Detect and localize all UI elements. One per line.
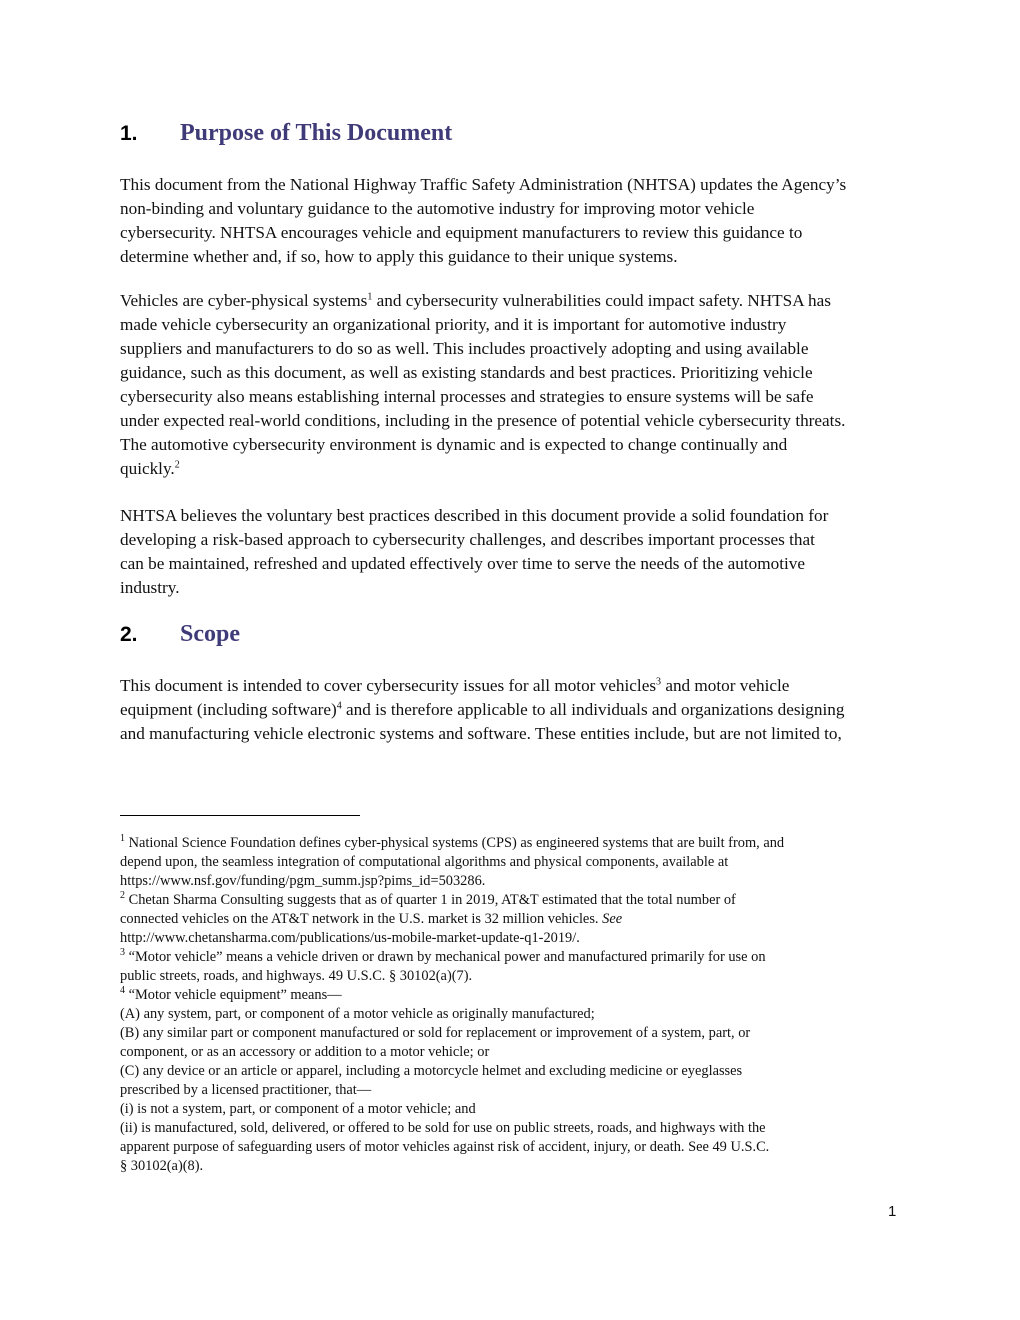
footnote-3-marker: 3 xyxy=(120,947,125,959)
footnote-4-line: component, or as an accessory or addition to a motor vehicle; or xyxy=(120,1044,490,1060)
text-segment: quickly. xyxy=(120,459,175,478)
footnote-4-line: (B) any similar part or component manufactured or sold for replacement or improvement of a system, part, or xyxy=(120,1025,751,1041)
text-segment: Chetan Sharma Consulting suggests that as of quarter 1 in 2019, AT&T estimated that the total number of xyxy=(125,892,736,908)
footnote-ref-1[interactable]: 1 xyxy=(367,291,373,303)
text-segment: and motor vehicle xyxy=(661,676,790,695)
text-line: cybersecurity also means establishing internal processes and strategies to ensure systems will be safe xyxy=(120,387,814,406)
footnote-4-line xyxy=(120,986,910,1005)
text-segment: National Science Foundation defines cyber-physical systems (CPS) as engineered systems that are built from, and xyxy=(125,835,785,851)
footnote-ref-3[interactable]: 3 xyxy=(656,676,662,688)
text-line: under expected real-world conditions, including in the presence of potential vehicle cybersecurity threats. xyxy=(120,411,846,430)
text-line: made vehicle cybersecurity an organizational priority, and it is important for automotive industry xyxy=(120,315,787,334)
text-line: The automotive cybersecurity environment is dynamic and is expected to change continually and xyxy=(120,435,788,454)
footnote-1-line xyxy=(120,834,910,853)
footnote-4-line: (A) any system, part, or component of a motor vehicle as originally manufactured; xyxy=(120,1006,595,1022)
section-2-title: Scope xyxy=(180,621,240,647)
text-line: non-binding and voluntary guidance to the automotive industry for improving motor vehicle xyxy=(120,199,755,218)
footnote-ref-4[interactable]: 4 xyxy=(336,700,342,712)
footnote-3-line: public streets, roads, and highways. 49 U.S.C. § 30102(a)(7). xyxy=(120,968,473,984)
footnote-4-line: apparent purpose of safeguarding users of motor vehicles against risk of accident, injury, or death. See 49 U.S.C. xyxy=(120,1139,770,1155)
text-line: and manufacturing vehicle electronic systems and software. These entities include, but are not limited to, xyxy=(120,724,842,743)
footnote-4-line: (ii) is manufactured, sold, delivered, or offered to be sold for use on public streets, roads, and highways with the xyxy=(120,1120,766,1136)
footnote-1-line: depend upon, the seamless integration of computational algorithms and physical components, available at xyxy=(120,854,729,870)
footnote-4-line: prescribed by a licensed practitioner, that— xyxy=(120,1082,372,1098)
purpose-paragraph-2 xyxy=(120,289,910,481)
purpose-paragraph-1 xyxy=(120,173,910,269)
footnote-4-line: § 30102(a)(8). xyxy=(120,1158,204,1174)
text-line: determine whether and, if so, how to apply this guidance to their unique systems. xyxy=(120,247,678,266)
text-line: developing a risk-based approach to cybersecurity challenges, and describes important processes that xyxy=(120,530,815,549)
scope-paragraph-1 xyxy=(120,674,910,746)
purpose-paragraph-3 xyxy=(120,504,910,600)
footnote-3-line xyxy=(120,948,910,967)
text-line: cybersecurity. NHTSA encourages vehicle and equipment manufacturers to review this guidance to xyxy=(120,223,803,242)
section-1-number: 1. xyxy=(120,122,138,145)
footnote-4-marker: 4 xyxy=(120,985,125,997)
text-segment: “Motor vehicle equipment” means— xyxy=(125,987,342,1003)
text-line xyxy=(120,457,910,481)
footnote-2-line xyxy=(120,910,910,929)
see-signal: See xyxy=(602,911,623,927)
text-line xyxy=(120,674,910,698)
text-segment: connected vehicles on the AT&T network in the U.S. market is 32 million vehicles. xyxy=(120,911,603,927)
text-segment: Vehicles are cyber-physical systems xyxy=(120,291,368,310)
footnote-2-marker: 2 xyxy=(120,890,125,902)
text-line: guidance, such as this document, as well as existing standards and best practices. Prioritizing vehicle xyxy=(120,363,813,382)
page-number: 1 xyxy=(888,1203,897,1220)
text-line: can be maintained, refreshed and updated effectively over time to serve the needs of the automotive xyxy=(120,554,805,573)
footnote-1-marker: 1 xyxy=(120,833,125,845)
section-1-heading xyxy=(120,120,452,147)
text-line: suppliers and manufacturers to do so as well. This includes proactively adopting and using available xyxy=(120,339,809,358)
section-1-title: Purpose of This Document xyxy=(180,120,453,146)
text-line: NHTSA believes the voluntary best practices described in this document provide a solid foundation for xyxy=(120,506,829,525)
text-line: industry. xyxy=(120,578,180,597)
footnote-4-line: (i) is not a system, part, or component of a motor vehicle; and xyxy=(120,1101,476,1117)
text-line xyxy=(120,698,910,722)
footnote-1-link[interactable]: https://www.nsf.gov/funding/pgm_summ.jsp?pims_id=503286. xyxy=(120,873,486,889)
text-segment: This document is intended to cover cybersecurity issues for all motor vehicles xyxy=(120,676,657,695)
section-2-heading xyxy=(120,621,240,648)
footnote-2-line xyxy=(120,891,910,910)
text-segment: and is therefore applicable to all individuals and organizations designing xyxy=(341,700,845,719)
text-segment: equipment (including software) xyxy=(120,700,337,719)
footnotes xyxy=(120,834,910,1176)
footnote-ref-2[interactable]: 2 xyxy=(174,459,180,471)
footnote-4-line: (C) any device or an article or apparel, including a motorcycle helmet and excluding medicine or eyeglasses xyxy=(120,1063,743,1079)
section-2-number: 2. xyxy=(120,623,138,646)
footnote-2-link[interactable]: http://www.chetansharma.com/publications/us-mobile-market-update-q1-2019/. xyxy=(120,930,580,946)
text-line: This document from the National Highway Traffic Safety Administration (NHTSA) updates the Agency’s xyxy=(120,175,847,194)
footnote-separator xyxy=(120,815,360,816)
text-segment: and cybersecurity vulnerabilities could impact safety. NHTSA has xyxy=(372,291,831,310)
text-line xyxy=(120,289,910,313)
text-segment: “Motor vehicle” means a vehicle driven or drawn by mechanical power and manufactured primarily for use on xyxy=(125,949,766,965)
